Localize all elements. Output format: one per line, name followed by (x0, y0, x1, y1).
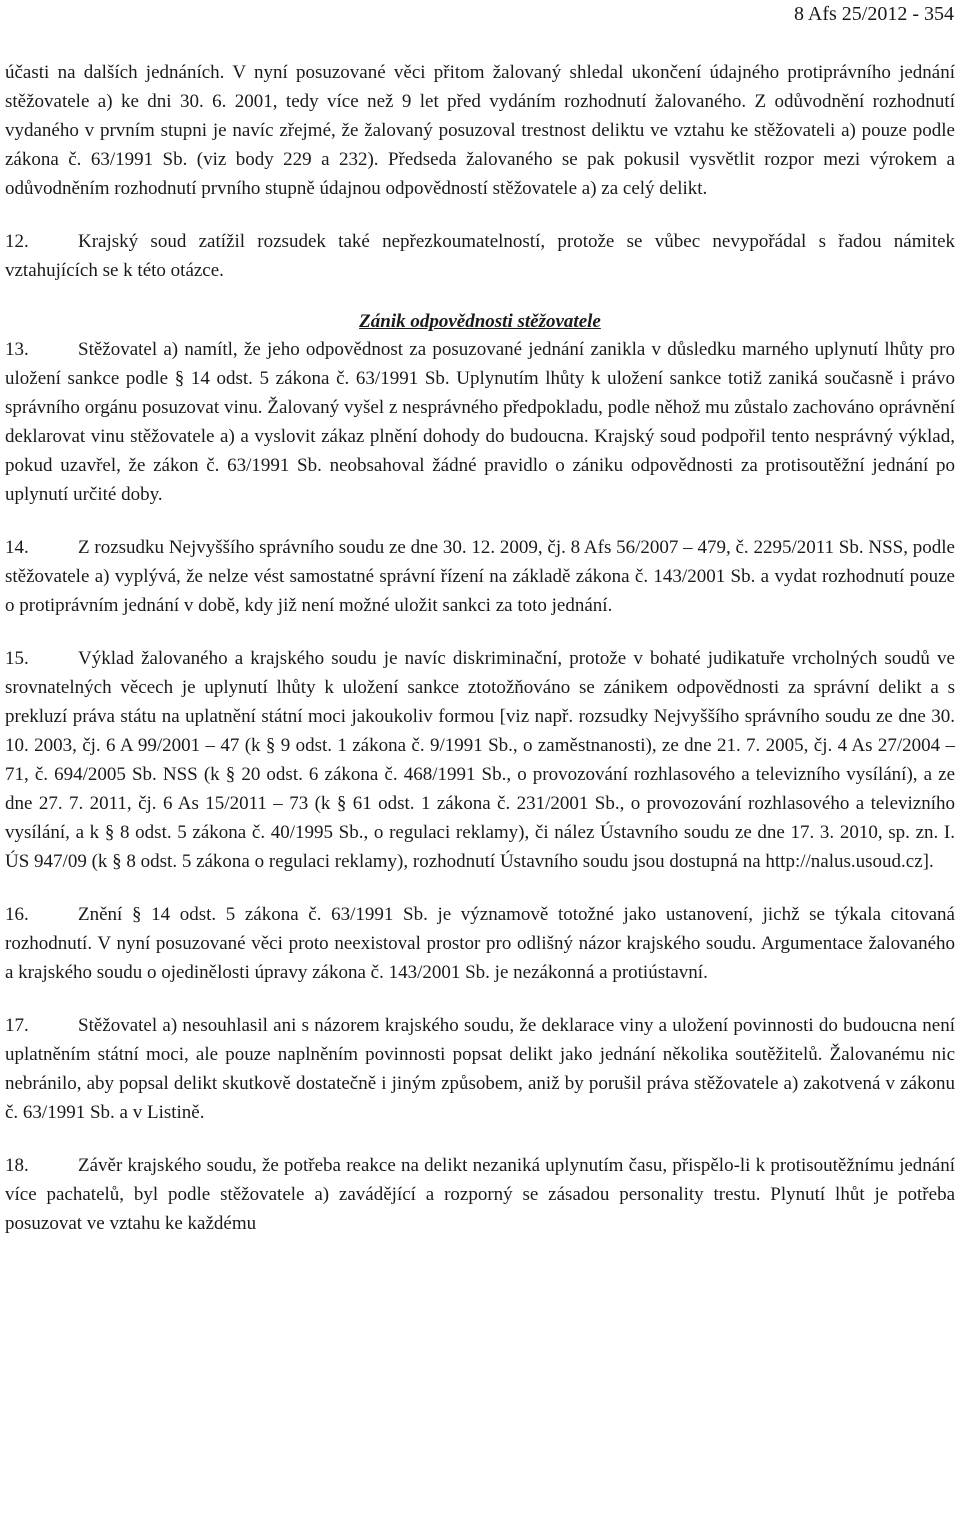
section-heading: Zánik odpovědnosti stěžovatele (359, 311, 601, 332)
paragraph-text: Z rozsudku Nejvyššího správního soudu ze dne 30. 12. 2009, čj. 8 Afs 56/2007 – 479, č. 2295/2011 Sb. NSS, podle stěžovatele a) vyplývá, že nelze vést samostatné správní řízení na základě zákona č. 143/2001 Sb. a vydat rozhodnutí pouze o protiprávním jednání v době, kdy již není možné uložit sankci za toto jednání. (5, 537, 955, 616)
paragraph-number: 16. (5, 904, 29, 925)
paragraph-number: 17. (5, 1015, 29, 1036)
paragraph-continued (5, 58, 955, 203)
paragraph-number: 13. (5, 339, 29, 360)
paragraph-text: Znění § 14 odst. 5 zákona č. 63/1991 Sb. je významově totožné jako ustanovení, jichž se týkala citovaná rozhodnutí. V nyní posuzované věci proto neexistoval prostor pro odlišný názor krajského soudu. Argumentace žalovaného a krajského soudu o ojedinělosti úpravy zákona č. 143/2001 Sb. je nezákonná a protiústavní. (5, 904, 955, 983)
paragraph-15 (5, 644, 955, 876)
paragraph-number: 14. (5, 537, 29, 558)
paragraph-number: 12. (5, 231, 29, 252)
paragraph-14 (5, 533, 955, 620)
paragraph-text: Stěžovatel a) nesouhlasil ani s názorem krajského soudu, že deklarace viny a uložení povinnosti do budoucna není uplatněním státní moci, ale pouze naplněním povinnosti popsat delikt jako jednání několika soutěžitelů. Žalovanému nic nebránilo, aby popsal delikt skutkově dostatečně i jiným způsobem, aniž by porušil práva stěžovatele a) zakotvená v zákonu č. 63/1991 Sb. a v Listině. (5, 1015, 955, 1123)
document-body (5, 58, 955, 1238)
paragraph-text: Výklad žalovaného a krajského soudu je navíc diskriminační, protože v bohaté judikatuře vrcholných soudů ve srovnatelných věcech je uplynutí lhůty k uložení sankce ztotožňováno se zánikem odpovědnosti za správní delikt a s prekluzí práva státu na uplatnění státní moci jakoukoliv formou [viz např. rozsudky Nejvyššího správního soudu ze dne 30. 10. 2003, čj. 6 A 99/2001 – 47 (k § 9 odst. 1 zákona č. 9/1991 Sb., o zaměstnanosti), ze dne 21. 7. 2005, čj. 4 As 27/2004 – 71, č. 694/2005 Sb. NSS (k § 20 odst. 6 zákona č. 468/1991 Sb., o provozování rozhlasového a televizního vysílání), a ze dne 27. 7. 2011, čj. 6 As 15/2011 – 73 (k § 61 odst. 1 zákona č. 231/2001 Sb., o provozování rozhlasového a televizního vysílání, a k § 8 odst. 5 zákona č. 40/1995 Sb., o regulaci reklamy), či nález Ústavního soudu ze dne 17. 3. 2010, sp. zn. I. ÚS 947/09 (k § 8 odst. 5 zákona o regulaci reklamy), rozhodnutí Ústavního soudu jsou dostupná na http://nalus.usoud.cz]. (5, 648, 955, 872)
paragraph-number: 18. (5, 1155, 29, 1176)
paragraph-number: 15. (5, 648, 29, 669)
paragraph-18 (5, 1151, 955, 1238)
paragraph-text: účasti na dalších jednáních. V nyní posuzované věci přitom žalovaný shledal ukončení údajného protiprávního jednání stěžovatele a) ke dni 30. 6. 2001, tedy více než 9 let před vydáním rozhodnutí žalovaného. Z odůvodnění rozhodnutí vydaného v prvním stupni je navíc zřejmé, že žalovaný posuzoval trestnost deliktu ve vztahu ke stěžovateli a) pouze podle zákona č. 63/1991 Sb. (viz body 229 a 232). Předseda žalovaného se pak pokusil vysvětlit rozpor mezi výrokem a odůvodněním rozhodnutí prvního stupně údajnou odpovědností stěžovatele a) za celý delikt. (5, 62, 955, 199)
paragraph-17 (5, 1011, 955, 1127)
paragraph-13 (5, 335, 955, 509)
paragraph-text: Závěr krajského soudu, že potřeba reakce na delikt nezaniká uplynutím času, přispělo-li k protisoutěžnímu jednání více pachatelů, byl podle stěžovatele a) zavádějící a rozporný se zásadou personality trestu. Plynutí lhůt je potřeba posuzovat ve vztahu ke každému (5, 1155, 955, 1234)
paragraph-text: Stěžovatel a) namítl, že jeho odpovědnost za posuzované jednání zanikla v důsledku marného uplynutí lhůty pro uložení sankce podle § 14 odst. 5 zákona č. 63/1991 Sb. Uplynutím lhůty k uložení sankce totiž zaniká současně i právo správního orgánu posuzovat vinu. Žalovaný vyšel z nesprávného předpokladu, podle něhož mu zůstalo zachováno oprávnění deklarovat vinu stěžovatele a) a vyslovit zákaz plnění dohody do budoucna. Krajský soud podpořil tento nesprávný výklad, pokud uzavřel, že zákon č. 63/1991 Sb. neobsahoval žádné pravidlo o zániku odpovědnosti za protisoutěžní jednání po uplynutí určité doby. (5, 339, 955, 505)
page-header: 8 Afs 25/2012 - 354 (794, 3, 954, 25)
paragraph-16 (5, 900, 955, 987)
paragraph-text: Krajský soud zatížil rozsudek také nepřezkoumatelností, protože se vůbec nevypořádal s řadou námitek vztahujících se k této otázce. (5, 231, 955, 281)
paragraph-12 (5, 227, 955, 285)
